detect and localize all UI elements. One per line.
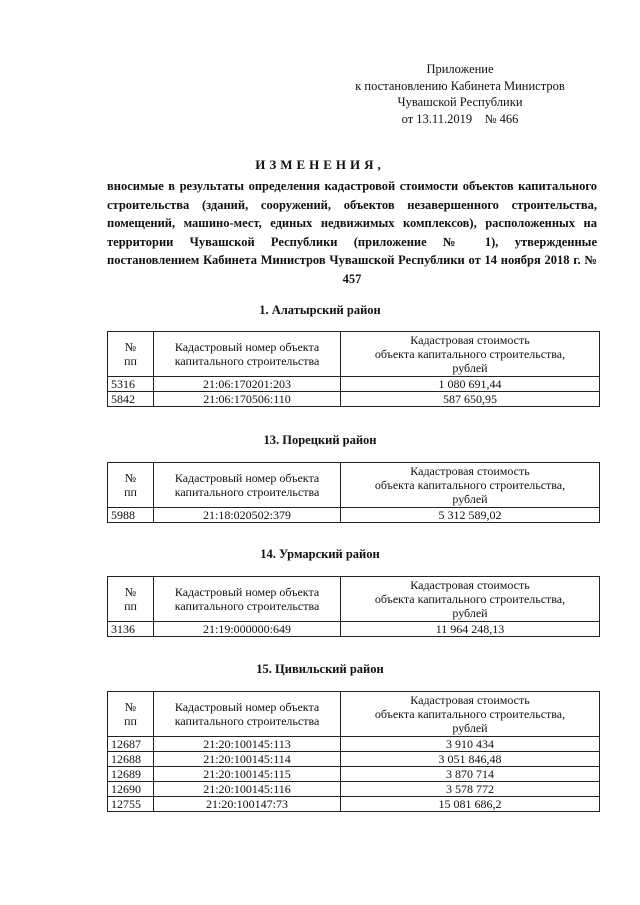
row-number: 12688 (108, 752, 154, 767)
row-number: 12687 (108, 737, 154, 752)
header-number-label: № (124, 471, 137, 485)
header-number (108, 463, 154, 508)
header-number-label: № (124, 700, 137, 714)
header-value-line3: рублей (452, 721, 488, 735)
section-title-porets: 13. Порецкий район (263, 433, 377, 447)
row-cadastral: 21:20:100145:113 (154, 737, 341, 752)
section-title-tsivilsk: 15. Цивильский район (256, 662, 384, 676)
table-header-row (108, 692, 600, 737)
row-cadastral: 21:06:170201:203 (154, 377, 341, 392)
appendix-block (340, 61, 580, 127)
header-number-label: № (124, 585, 137, 599)
table-row (108, 622, 600, 637)
row-value: 3 578 772 (341, 782, 600, 797)
header-cadastral: Кадастровый номер объекта капитального строительства (154, 692, 341, 737)
header-number-sublabel: пп (124, 485, 137, 499)
row-value: 15 081 686,2 (341, 797, 600, 812)
table-row (108, 752, 600, 767)
header-value-line2: объекта капитального строительства, (374, 592, 566, 606)
row-cadastral: 21:06:170506:110 (154, 392, 341, 407)
row-value: 3 051 846,48 (341, 752, 600, 767)
row-value: 3 870 714 (341, 767, 600, 782)
appendix-label: Приложение (426, 62, 494, 76)
row-cadastral: 21:19:000000:649 (154, 622, 341, 637)
row-value: 11 964 248,13 (341, 622, 600, 637)
row-number: 5842 (108, 392, 154, 407)
header-value-line2: объекта капитального строительства, (374, 478, 566, 492)
row-value: 3 910 434 (341, 737, 600, 752)
table-row (108, 782, 600, 797)
header-value-line3: рублей (452, 361, 488, 375)
section-title-alatyr: 1. Алатырский район (259, 303, 381, 317)
header-value (341, 332, 600, 377)
row-number: 12690 (108, 782, 154, 797)
table-header-row (108, 463, 600, 508)
appendix-republic: Чувашской Республики (397, 95, 523, 109)
row-cadastral: 21:18:020502:379 (154, 508, 341, 523)
header-value-line3: рублей (452, 492, 488, 506)
row-cadastral: 21:20:100145:115 (154, 767, 341, 782)
table-row (108, 508, 600, 523)
row-number: 12689 (108, 767, 154, 782)
header-value (341, 577, 600, 622)
row-value: 5 312 589,02 (341, 508, 600, 523)
row-cadastral: 21:20:100147:73 (154, 797, 341, 812)
header-value-line1: Кадастровая стоимость (410, 464, 530, 478)
table-row (108, 797, 600, 812)
table-row (108, 737, 600, 752)
header-number (108, 692, 154, 737)
header-cadastral: Кадастровый номер объекта капитального строительства (154, 577, 341, 622)
table-row (108, 377, 600, 392)
header-value-line3: рублей (452, 606, 488, 620)
appendix-resolution: к постановлению Кабинета Министров (355, 78, 565, 93)
header-value-line2: объекта капитального строительства, (374, 707, 566, 721)
row-value: 1 080 691,44 (341, 377, 600, 392)
row-number: 5316 (108, 377, 154, 392)
row-value: 587 650,95 (341, 392, 600, 407)
section-table-porets (107, 462, 600, 523)
row-number: 5988 (108, 508, 154, 523)
section-title-urmary: 14. Урмарский район (260, 547, 380, 561)
section-table-urmary (107, 576, 600, 637)
appendix-date-number: от 13.11.2019 № 466 (401, 111, 519, 126)
header-value-line2: объекта капитального строительства, (374, 347, 566, 361)
section-table-alatyr (107, 331, 600, 407)
header-value-line1: Кадастровая стоимость (410, 333, 530, 347)
table-row (108, 392, 600, 407)
table-row (108, 767, 600, 782)
header-number (108, 332, 154, 377)
header-cadastral: Кадастровый номер объекта капитального строительства (154, 463, 341, 508)
document-title: ИЗМЕНЕНИЯ, (255, 157, 385, 172)
header-number-sublabel: пп (124, 599, 137, 613)
header-value (341, 692, 600, 737)
document-subtitle: вносимые в результаты определения кадастровой стоимости объектов капитального строительства (зданий, сооружений, объектов незавершенного строительства, помещений, машино-мест, единых недвижимых комплексов), расположенных на территории Чувашской Республики (приложение № 1), утвержденные постановлением Кабинета Министров Чувашской Республики от 14 ноября 2018 г. № 457 (107, 179, 597, 286)
header-number-sublabel: пп (124, 354, 137, 368)
table-header-row (108, 577, 600, 622)
table-header-row (108, 332, 600, 377)
header-number-sublabel: пп (124, 714, 137, 728)
header-number-label: № (124, 340, 137, 354)
header-value (341, 463, 600, 508)
row-number: 3136 (108, 622, 154, 637)
header-number (108, 577, 154, 622)
header-cadastral: Кадастровый номер объекта капитального строительства (154, 332, 341, 377)
header-value-line1: Кадастровая стоимость (410, 578, 530, 592)
row-cadastral: 21:20:100145:116 (154, 782, 341, 797)
row-cadastral: 21:20:100145:114 (154, 752, 341, 767)
header-value-line1: Кадастровая стоимость (410, 693, 530, 707)
row-number: 12755 (108, 797, 154, 812)
section-table-tsivilsk (107, 691, 600, 812)
